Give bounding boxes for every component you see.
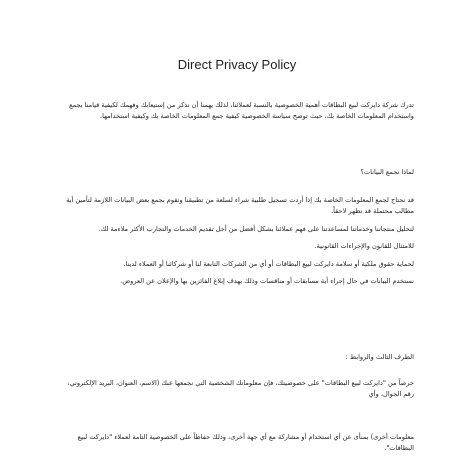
legal-compliance-paragraph: للامتثال للقانون والإجراءات القانونية. [314, 242, 414, 250]
section-heading-third-party: الطرف الثالث والروابط : [345, 353, 414, 361]
third-party-paragraph-2: معلومات أخرى) بمنأى عن أي استخدام أو مشاركة مع أي جهة أخرى، وذلك حفاظاً على الخصوصية التامة لعملاء "دايركت لبيع البطاقات". [77, 433, 414, 452]
document-title: Direct Privacy Policy [177, 57, 297, 72]
section-heading-why-collect: لماذا نجمع البيانات؟ [360, 168, 414, 176]
intro-paragraph: تدرك شركة دايركت لبيع البطاقات أهمية الخصوصية بالنسبة لعملائنا، لذلك يهمنا أن نذكر من إستيعابك وفهمك لكيفية قيامنا بجمع واستخدام المعلومات الخاصة بك، حيث توضح سياسة الخصوصية كيفية جمع المعلومات الخاصة بك وكيفية استخدامها. [69, 101, 414, 120]
rights-protection-paragraph: لحماية حقوق ملكية أو سلامة دايركت لبيع البطاقات أو أي من الشركات التابعة لنا أو شركائنا أو العملاء لدينا. [123, 260, 414, 268]
third-party-paragraph-1: حرصاً من "دايركت لبيع البطاقات" على خصوصيتك، فإن معلوماتك الشخصية التي نجمعها عنك (الاسم، العنوان، البريد الإلكتروني، رقم الجوال، وأي [67, 379, 414, 398]
analysis-paragraph: لتحليل منتجاتنا وخدماتنا لمساعدتنا على فهم عملائنا بشكل أفضل من أجل تقديم الخدمات والتجارب الأكثر ملاءمة لك. [98, 225, 414, 233]
collect-reason-paragraph: قد نحتاج لجمع المعلومات الخاصة بك إذا أردت تسجيل طلبية شراء لسلعة من تطبيقنا ونقوم بجمع بعض البيانات اللازمة لتأمين أية مطالب محتملة قد تظهر لاحقاً. [66, 196, 414, 215]
competitions-paragraph: نستخدم البيانات في حال إجراء أية مسابقات أو مناقسات وذلك بهدف إبلاغ الفائزين بها والإعلان عن العروض. [120, 277, 414, 285]
